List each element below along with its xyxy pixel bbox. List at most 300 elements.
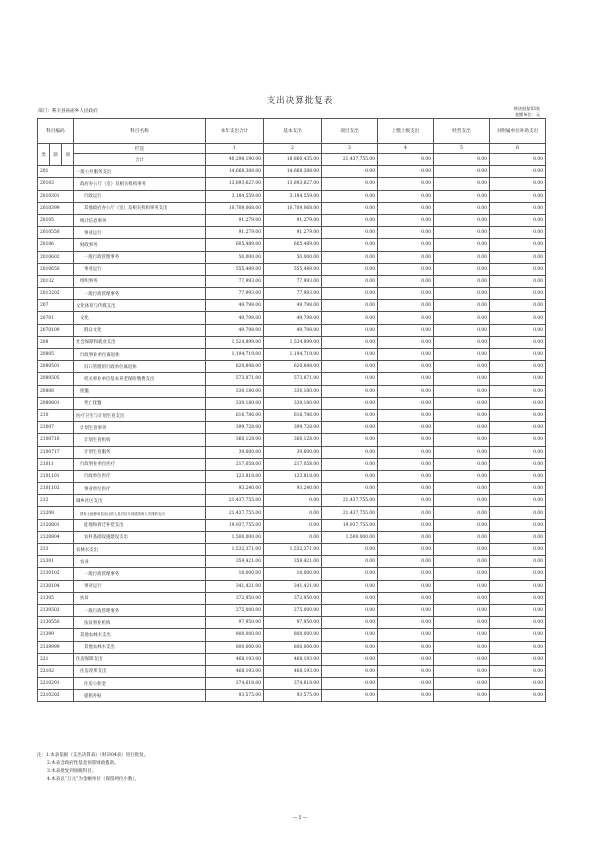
row-value: 0.00 xyxy=(378,470,434,482)
row-value: 49,798.00 xyxy=(264,324,322,336)
row-value: 0.00 xyxy=(322,214,378,226)
table-row xyxy=(38,641,546,653)
row-value: 0.00 xyxy=(434,434,490,446)
row-name: 住房改革支出 xyxy=(74,665,206,677)
row-value: 0.00 xyxy=(490,397,546,409)
row-code: 212 xyxy=(38,495,74,507)
table-row xyxy=(38,361,546,373)
row-code: 213 xyxy=(38,544,74,556)
row-value: 0.00 xyxy=(490,263,546,275)
row-value: 0.00 xyxy=(322,385,378,397)
row-value: 468,193.00 xyxy=(206,665,264,677)
expenditure-table xyxy=(37,118,546,702)
row-value: 330,180.00 xyxy=(264,385,322,397)
row-value: 0.00 xyxy=(322,178,378,190)
row-value: 0.00 xyxy=(434,239,490,251)
row-value: 0.00 xyxy=(490,665,546,677)
row-value: 800,000.00 xyxy=(264,641,322,653)
col-num-2: 2 xyxy=(264,144,322,154)
row-value: 0.00 xyxy=(322,349,378,361)
row-value: 0.00 xyxy=(490,544,546,556)
unit-label: 金额单位：元 xyxy=(514,112,540,117)
col-num-6: 6 xyxy=(490,144,546,154)
row-value: 0.00 xyxy=(490,288,546,300)
row-value: 275,000.00 xyxy=(206,604,264,616)
row-value: 341,421.00 xyxy=(264,580,322,592)
header-project: 项目支出 xyxy=(322,119,378,144)
table-row xyxy=(38,604,546,616)
row-code: 20805 xyxy=(38,349,74,361)
header-lei: 类 xyxy=(38,144,50,166)
row-value: 0.00 xyxy=(378,166,434,178)
row-name: 政府办公厅（室）及相关机构事务 xyxy=(74,178,206,190)
row-name: 城乡社区支出 xyxy=(74,495,206,507)
row-value: 93,575.00 xyxy=(264,690,322,702)
footnote: 4.本表以“万元”为金额单位（保留两位小数）。 xyxy=(47,777,140,782)
row-name: 医疗卫生与计划生育支出 xyxy=(74,409,206,421)
row-value: 10,709,068.00 xyxy=(206,202,264,214)
row-name: 住房公积金 xyxy=(74,678,206,690)
row-value: 0.00 xyxy=(434,665,490,677)
row-value: 0.00 xyxy=(490,483,546,495)
row-value: 359,421.00 xyxy=(264,556,322,568)
row-value: 0.00 xyxy=(322,470,378,482)
table-row xyxy=(38,470,546,482)
table-row xyxy=(38,373,546,385)
row-value: 0.00 xyxy=(490,409,546,421)
row-value: 0.00 xyxy=(378,617,434,629)
row-name: 组织事务 xyxy=(74,275,206,287)
row-code: 2100717 xyxy=(38,446,74,458)
row-value: 0.00 xyxy=(322,653,378,665)
row-value: 0.00 xyxy=(434,422,490,434)
col-num-3: 3 xyxy=(322,144,378,154)
row-value: 0.00 xyxy=(322,409,378,421)
row-value: 0.00 xyxy=(322,288,378,300)
row-value: 0.00 xyxy=(322,312,378,324)
row-value: 0.00 xyxy=(322,458,378,470)
row-value: 123,818.00 xyxy=(206,470,264,482)
row-value: 330,180.00 xyxy=(206,385,264,397)
row-value: 0.00 xyxy=(434,312,490,324)
row-value: 0.00 xyxy=(490,531,546,543)
row-value: 0.00 xyxy=(434,288,490,300)
row-code: 2101101 xyxy=(38,470,74,482)
row-value: 0.00 xyxy=(490,507,546,519)
row-code: 2080505 xyxy=(38,373,74,385)
row-value: 1,194,719.00 xyxy=(206,349,264,361)
table-row xyxy=(38,288,546,300)
row-value: 0.00 xyxy=(322,434,378,446)
row-value: 0.00 xyxy=(322,617,378,629)
row-value: 0.00 xyxy=(322,361,378,373)
row-code: 208 xyxy=(38,336,74,348)
row-value: 0.00 xyxy=(378,568,434,580)
row-name: 计划生育服务 xyxy=(74,446,206,458)
row-name: 社会保障和就业支出 xyxy=(74,336,206,348)
row-value: 0.00 xyxy=(378,519,434,531)
row-value: 0.00 xyxy=(322,251,378,263)
table-row xyxy=(38,190,546,202)
row-value: 0.00 xyxy=(378,641,434,653)
row-value: 19,937,755.00 xyxy=(206,519,264,531)
row-value: 555,489.00 xyxy=(206,263,264,275)
header-total: 本年支出合计 xyxy=(206,119,264,144)
row-value: 341,421.00 xyxy=(206,580,264,592)
row-value: 21,437,755.00 xyxy=(206,507,264,519)
row-value: 0.00 xyxy=(378,251,434,263)
row-name: 农业 xyxy=(74,556,206,568)
row-value: 0.00 xyxy=(434,629,490,641)
row-value: 468,193.00 xyxy=(264,653,322,665)
row-name: 行政事业单位离退休 xyxy=(74,349,206,361)
row-value: 39,600.00 xyxy=(206,446,264,458)
row-value: 97,950.00 xyxy=(264,617,322,629)
row-value: 91,279.00 xyxy=(264,227,322,239)
row-name: 机关事业单位基本养老保险缴费支出 xyxy=(74,373,206,385)
row-value: 13,893,627.00 xyxy=(264,178,322,190)
row-value: 0.00 xyxy=(378,263,434,275)
table-row xyxy=(38,458,546,470)
row-value: 1,532,371.00 xyxy=(264,544,322,556)
row-code: 2139999 xyxy=(38,641,74,653)
row-value: 21,437,755.00 xyxy=(322,495,378,507)
row-value: 0.00 xyxy=(490,178,546,190)
row-value: 0.00 xyxy=(322,300,378,312)
row-code: 2130102 xyxy=(38,568,74,580)
row-value: 0.00 xyxy=(264,531,322,543)
row-value: 0.00 xyxy=(490,251,546,263)
row-value: 0.00 xyxy=(490,385,546,397)
row-value: 468,193.00 xyxy=(264,665,322,677)
row-value: 0.00 xyxy=(434,690,490,702)
table-row xyxy=(38,665,546,677)
row-value: 0.00 xyxy=(490,568,546,580)
row-value: 0.00 xyxy=(434,446,490,458)
row-value: 360,128.00 xyxy=(206,434,264,446)
footnotes xyxy=(37,752,148,784)
row-value: 372,950.00 xyxy=(264,592,322,604)
row-value: 0.00 xyxy=(378,422,434,434)
table-row xyxy=(38,409,546,421)
row-code: 2010399 xyxy=(38,202,74,214)
row-code: 2130502 xyxy=(38,604,74,616)
row-code: 2101102 xyxy=(38,483,74,495)
total-value: 0.00 xyxy=(378,154,434,166)
table-row xyxy=(38,531,546,543)
row-value: 0.00 xyxy=(378,300,434,312)
row-code: 2010550 xyxy=(38,227,74,239)
col-num-5: 5 xyxy=(434,144,490,154)
row-value: 0.00 xyxy=(490,519,546,531)
table-row xyxy=(38,556,546,568)
row-name: 事业运行 xyxy=(74,227,206,239)
row-code: 21399 xyxy=(38,629,74,641)
row-code: 2010301 xyxy=(38,190,74,202)
table-row xyxy=(38,275,546,287)
row-value: 0.00 xyxy=(434,507,490,519)
row-value: 0.00 xyxy=(322,397,378,409)
table-row xyxy=(38,227,546,239)
row-value: 605,489.00 xyxy=(206,239,264,251)
header-lanci: 栏次 xyxy=(74,144,206,154)
row-code: 201 xyxy=(38,166,74,178)
row-name: 一般公共服务支出 xyxy=(74,166,206,178)
row-value: 0.00 xyxy=(264,495,322,507)
table-row xyxy=(38,653,546,665)
row-value: 0.00 xyxy=(434,495,490,507)
header-xiang: 项 xyxy=(62,144,74,166)
row-value: 0.00 xyxy=(434,336,490,348)
form-meta xyxy=(514,106,540,118)
row-value: 0.00 xyxy=(434,324,490,336)
table-row xyxy=(38,251,546,263)
row-value: 0.00 xyxy=(490,495,546,507)
row-value: 0.00 xyxy=(490,275,546,287)
row-code: 2210201 xyxy=(38,678,74,690)
row-code: 2070109 xyxy=(38,324,74,336)
row-value: 0.00 xyxy=(378,446,434,458)
row-name: 计划生育事务 xyxy=(74,422,206,434)
row-name: 农村基础设施建设支出 xyxy=(74,531,206,543)
row-value: 0.00 xyxy=(378,580,434,592)
table-row xyxy=(38,483,546,495)
row-value: 49,798.00 xyxy=(264,312,322,324)
row-code: 2100716 xyxy=(38,434,74,446)
table-row xyxy=(38,495,546,507)
row-value: 359,421.00 xyxy=(206,556,264,568)
row-value: 0.00 xyxy=(490,604,546,616)
row-value: 0.00 xyxy=(434,641,490,653)
row-value: 0.00 xyxy=(490,434,546,446)
table-row xyxy=(38,544,546,556)
row-value: 0.00 xyxy=(378,385,434,397)
row-name: 一般行政管理事务 xyxy=(74,288,206,300)
row-value: 0.00 xyxy=(378,397,434,409)
row-value: 0.00 xyxy=(322,202,378,214)
row-value: 39,600.00 xyxy=(264,446,322,458)
row-value: 399,728.00 xyxy=(264,422,322,434)
row-value: 93,240.00 xyxy=(264,483,322,495)
row-name: 一般行政管理事务 xyxy=(74,251,206,263)
row-value: 0.00 xyxy=(322,483,378,495)
row-value: 0.00 xyxy=(378,324,434,336)
row-value: 0.00 xyxy=(490,190,546,202)
row-value: 0.00 xyxy=(434,166,490,178)
row-value: 0.00 xyxy=(322,239,378,251)
row-value: 0.00 xyxy=(378,495,434,507)
table-row xyxy=(38,507,546,519)
row-value: 0.00 xyxy=(434,458,490,470)
row-code: 21301 xyxy=(38,556,74,568)
row-value: 468,193.00 xyxy=(206,653,264,665)
row-value: 0.00 xyxy=(434,592,490,604)
total-value: 0.00 xyxy=(490,154,546,166)
row-value: 0.00 xyxy=(434,483,490,495)
row-code: 20106 xyxy=(38,239,74,251)
row-value: 0.00 xyxy=(434,604,490,616)
row-value: 620,848.00 xyxy=(206,361,264,373)
row-value: 217,058.00 xyxy=(264,458,322,470)
row-value: 0.00 xyxy=(434,227,490,239)
table-row xyxy=(38,446,546,458)
row-name: 文化 xyxy=(74,312,206,324)
row-value: 0.00 xyxy=(322,275,378,287)
row-value: 1,532,371.00 xyxy=(206,544,264,556)
row-value: 0.00 xyxy=(434,568,490,580)
row-value: 0.00 xyxy=(322,544,378,556)
row-code: 2080801 xyxy=(38,397,74,409)
row-name: 行政单位医疗 xyxy=(74,470,206,482)
row-value: 91,279.00 xyxy=(206,227,264,239)
row-code: 2130550 xyxy=(38,617,74,629)
row-value: 0.00 xyxy=(378,190,434,202)
row-value: 0.00 xyxy=(490,361,546,373)
row-value: 1,524,899.00 xyxy=(206,336,264,348)
row-value: 93,575.00 xyxy=(206,690,264,702)
row-value: 573,871.00 xyxy=(206,373,264,385)
row-code: 21305 xyxy=(38,592,74,604)
row-name: 事业运行 xyxy=(74,580,206,592)
table-row xyxy=(38,239,546,251)
row-value: 0.00 xyxy=(434,617,490,629)
row-value: 0.00 xyxy=(264,519,322,531)
row-name: 归口管理的行政单位离退休 xyxy=(74,361,206,373)
row-value: 0.00 xyxy=(322,629,378,641)
table-row xyxy=(38,263,546,275)
row-name: 统计信息事务 xyxy=(74,214,206,226)
row-value: 330,180.00 xyxy=(264,397,322,409)
row-name: 提租补贴 xyxy=(74,690,206,702)
row-value: 21,437,755.00 xyxy=(322,507,378,519)
row-code: 210 xyxy=(38,409,74,421)
row-value: 93,240.00 xyxy=(206,483,264,495)
row-value: 0.00 xyxy=(490,470,546,482)
row-code: 21011 xyxy=(38,458,74,470)
row-name: 财政事务 xyxy=(74,239,206,251)
row-value: 0.00 xyxy=(490,629,546,641)
row-name: 死亡抚恤 xyxy=(74,397,206,409)
row-value: 0.00 xyxy=(490,422,546,434)
row-value: 555,489.00 xyxy=(264,263,322,275)
row-value: 0.00 xyxy=(378,544,434,556)
row-value: 91,279.00 xyxy=(264,214,322,226)
header-basic: 基本支出 xyxy=(264,119,322,144)
row-value: 217,058.00 xyxy=(206,458,264,470)
row-name: 农林水支出 xyxy=(74,544,206,556)
table-row xyxy=(38,178,546,190)
row-value: 0.00 xyxy=(378,592,434,604)
row-value: 0.00 xyxy=(490,239,546,251)
table-row xyxy=(38,629,546,641)
department-label: 部门：利辛县孙庙乡人民政府 xyxy=(38,109,98,114)
row-value: 18,000.00 xyxy=(206,568,264,580)
table-row xyxy=(38,434,546,446)
row-code: 21007 xyxy=(38,422,74,434)
row-value: 0.00 xyxy=(378,604,434,616)
row-value: 0.00 xyxy=(378,434,434,446)
row-value: 0.00 xyxy=(490,678,546,690)
row-value: 0.00 xyxy=(434,275,490,287)
table-row xyxy=(38,690,546,702)
row-name: 事业单位医疗 xyxy=(74,483,206,495)
row-value: 0.00 xyxy=(378,227,434,239)
total-label: 合计 xyxy=(74,154,206,166)
row-name: 行政事业单位医疗 xyxy=(74,458,206,470)
row-value: 0.00 xyxy=(490,580,546,592)
row-code: 20132 xyxy=(38,275,74,287)
row-value: 0.00 xyxy=(322,568,378,580)
table-row xyxy=(38,397,546,409)
row-value: 360,128.00 xyxy=(264,434,322,446)
row-value: 0.00 xyxy=(378,409,434,421)
row-value: 0.00 xyxy=(378,665,434,677)
header-name: 科目名称 xyxy=(74,119,206,144)
row-value: 0.00 xyxy=(434,349,490,361)
row-value: 0.00 xyxy=(322,665,378,677)
row-value: 0.00 xyxy=(434,263,490,275)
total-value: 40,298,190.00 xyxy=(206,154,264,166)
row-name: 其他农林水支出 xyxy=(74,641,206,653)
row-value: 91,279.00 xyxy=(206,214,264,226)
row-value: 800,000.00 xyxy=(264,629,322,641)
row-value: 605,489.00 xyxy=(264,239,322,251)
row-code: 22102 xyxy=(38,665,74,677)
row-value: 0.00 xyxy=(490,166,546,178)
row-value: 0.00 xyxy=(490,617,546,629)
row-value: 0.00 xyxy=(322,641,378,653)
header-code: 科目编码 xyxy=(38,119,74,144)
row-value: 372,950.00 xyxy=(206,592,264,604)
row-name: 事业运行 xyxy=(74,263,206,275)
row-value: 3,184,559.00 xyxy=(264,190,322,202)
row-name: 群众文化 xyxy=(74,324,206,336)
row-name: 一般行政管理事务 xyxy=(74,604,206,616)
row-value: 0.00 xyxy=(378,458,434,470)
row-value: 573,871.00 xyxy=(264,373,322,385)
row-code: 20103 xyxy=(38,178,74,190)
row-value: 3,184,559.00 xyxy=(206,190,264,202)
total-value: 0.00 xyxy=(434,154,490,166)
row-value: 399,728.00 xyxy=(206,422,264,434)
row-value: 10,709,068.00 xyxy=(264,202,322,214)
row-value: 0.00 xyxy=(322,166,378,178)
row-value: 49,798.00 xyxy=(264,300,322,312)
row-code: 2120804 xyxy=(38,531,74,543)
row-value: 0.00 xyxy=(378,507,434,519)
row-code: 221 xyxy=(38,653,74,665)
row-value: 0.00 xyxy=(434,531,490,543)
row-code: 2130104 xyxy=(38,580,74,592)
row-value: 0.00 xyxy=(490,653,546,665)
row-value: 0.00 xyxy=(322,678,378,690)
header-kuan: 款 xyxy=(50,144,62,166)
row-value: 0.00 xyxy=(490,373,546,385)
row-value: 0.00 xyxy=(378,214,434,226)
row-code: 20105 xyxy=(38,214,74,226)
row-value: 0.00 xyxy=(434,214,490,226)
table-row xyxy=(38,592,546,604)
row-value: 0.00 xyxy=(434,409,490,421)
row-value: 49,798.00 xyxy=(206,324,264,336)
total-value: 18,860,435.00 xyxy=(264,154,322,166)
row-value: 0.00 xyxy=(490,641,546,653)
row-name: 其他农林水支出 xyxy=(74,629,206,641)
row-value: 0.00 xyxy=(322,592,378,604)
row-value: 18,000.00 xyxy=(264,568,322,580)
row-value: 0.00 xyxy=(378,678,434,690)
row-value: 123,818.00 xyxy=(264,470,322,482)
